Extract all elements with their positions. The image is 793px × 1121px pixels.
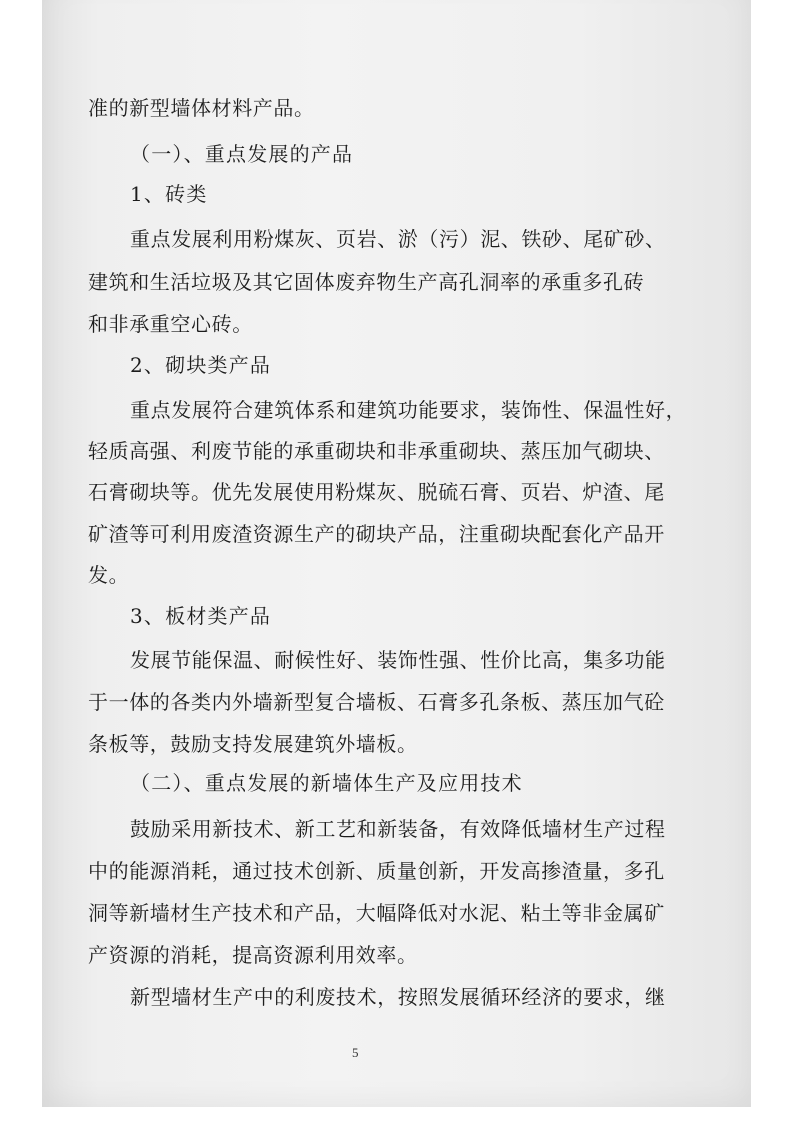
paragraph-line: 产资源的消耗，提高资源利用效率。 <box>88 943 418 967</box>
paragraph-line: 石膏砌块等。优先发展使用粉煤灰、脱硫石膏、页岩、炉渣、尾 <box>88 480 665 504</box>
paragraph-line: 准的新型墙体材料产品。 <box>88 96 315 120</box>
paragraph-line: 鼓励采用新技术、新工艺和新装备，有效降低墙材生产过程 <box>130 817 666 841</box>
paragraph-line: 轻质高强、利废节能的承重砌块和非承重砌块、蒸压加气砌块、 <box>88 439 665 463</box>
paragraph-line: 重点发展符合建筑体系和建筑功能要求，装饰性、保温性好， <box>130 398 687 422</box>
paragraph-line: 发展节能保温、耐候性好、装饰性强、性价比高，集多功能 <box>130 648 666 672</box>
paragraph-line: 矿渣等可利用废渣资源生产的砌块产品，注重砌块配套化产品开 <box>88 522 665 546</box>
paragraph-line: 条板等，鼓励支持发展建筑外墙板。 <box>88 732 418 756</box>
page-bottom-margin <box>0 1107 793 1121</box>
paragraph-line: 重点发展利用粉煤灰、页岩、淤（污）泥、铁砂、尾矿砂、 <box>130 227 666 251</box>
page-number: 5 <box>352 1045 359 1060</box>
paragraph-line: 建筑和生活垃圾及其它固体废弃物生产高孔洞率的承重多孔砖 <box>88 270 645 294</box>
subsection-heading: 1、砖类 <box>130 182 208 206</box>
paragraph-line: 洞等新墙材生产技术和产品，大幅降低对水泥、粘土等非金属矿 <box>88 901 665 925</box>
paragraph-line: 于一体的各类内外墙新型复合墙板、石膏多孔条板、蒸压加气砼 <box>88 690 665 714</box>
paragraph-line: 和非承重空心砖。 <box>88 312 253 336</box>
section-heading: （一）、重点发展的产品 <box>130 142 354 166</box>
subsection-heading: 2、砌块类产品 <box>130 353 272 377</box>
subsection-heading: 3、板材类产品 <box>130 604 272 628</box>
section-heading: （二）、重点发展的新墙体生产及应用技术 <box>130 771 523 795</box>
paragraph-line: 发。 <box>88 563 130 587</box>
paragraph-line: 新型墙材生产中的利废技术，按照发展循环经济的要求，继 <box>130 985 666 1009</box>
paragraph-line: 中的能源消耗，通过技术创新、质量创新，开发高掺渣量，多孔 <box>88 859 665 883</box>
